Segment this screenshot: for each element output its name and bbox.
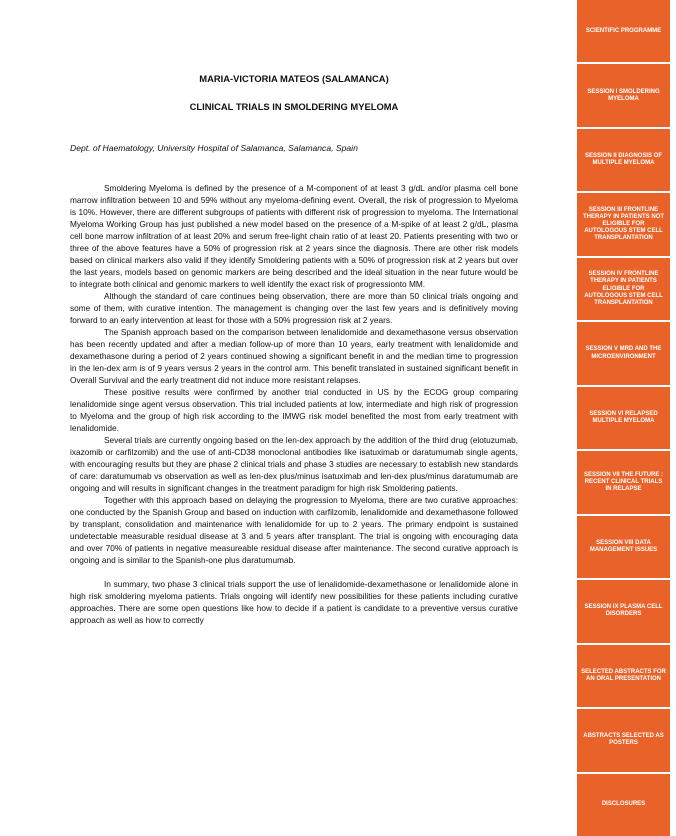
sidebar-item-session-4[interactable]: SESSION IV FRONTLINE THERAPY IN PATIENTS ELIGIBLE FOR AUTOLOGOUS STEM CELL TRANSPLANTATION xyxy=(577,258,670,320)
sidebar-item-session-9[interactable]: SESSION IX PLASMA CELL DISORDERS xyxy=(577,580,670,642)
session-sidebar xyxy=(577,0,670,836)
sidebar-item-session-7[interactable]: SESSION VII THE FUTURE : RECENT CLINICAL TRIALS IN RELAPSE xyxy=(577,451,670,513)
sidebar-item-session-6[interactable]: SESSION VI RELAPSED MULTIPLE MYELOMA xyxy=(577,387,670,449)
paragraph: The Spanish approach based on the comparison between lenalidomide and dexamethasone versus observation has been recently updated and after a median follow-up of more than 10 years, early treatment with lenalidomide and dexamethasone during a period of 2 years continued showing a significant benefit in and the median time to progression in the len-dex arm is of 9 years versus 2 years in the control arm. This benefit translated in sustained significant benefit in Overall Survival and the early treatment did not induce more resistant relapses. xyxy=(70,327,518,385)
sidebar-item-scientific-programme[interactable]: SCIENTIFIC PROGRAMME xyxy=(577,0,670,62)
paragraph: Smoldering Myeloma is defined by the presence of a M-component of at least 3 g/dL and/or plasma cell bone marrow infiltration between 10 and 59% without any myeloma-defining event. Overall, the risk of progression to Myeloma is 10%. However, there are different subgroups of patients with different risk of progression to myeloma. The International Myeloma Working Group has just published a new model based on the presence of a M-spike of at least 2 g/dL, plasma cell bone marrow infiltration of at least 20% and serum free-light chain ratio of at least 20. Patients presenting with two or three of the above features have a 50% of progression risk at 2 years since the diagnosis. There are other risk models based on clinical markers also valid if they identify Smoldering patients with a 50% of progression risk at 2 years but over the last years, models based on genomic markers are being described and the ideal situation in the near future would be to integrate both clinical and genomic markers to well identify the exact risk of progressionto MM. xyxy=(70,183,518,289)
sidebar-item-disclosures[interactable]: DISCLOSURES xyxy=(577,774,670,836)
paragraph: Although the standard of care continues being observation, there are more than 50 clinical trials ongoing and some of them, with curative intention. The management is changing over the last few years and is definitively moving forward to an early intervention at least for those with a 50% progression risk at 2 years. xyxy=(70,291,518,325)
sidebar-item-session-5[interactable]: SESSION V MRD AND THE MICROENVIRONMENT xyxy=(577,322,670,384)
sidebar-item-poster-abstracts[interactable]: ABSTRACTS SELECTED AS POSTERS xyxy=(577,709,670,771)
document-content xyxy=(70,0,518,836)
sidebar-item-session-2[interactable]: SESSION II DIAGNOSIS OF MULTIPLE MYELOMA xyxy=(577,129,670,191)
sidebar-item-oral-abstracts[interactable]: SELECTED ABSTRACTS FOR AN ORAL PRESENTATION xyxy=(577,645,670,707)
abstract-body xyxy=(70,182,518,626)
paragraph: In summary, two phase 3 clinical trials support the use of lenalidomide-dexamethasone or lenalidomide alone in high risk smoldering myeloma patients. Trials ongoing will identify new possibilities for these patients including curative approaches. There are some open questions like how to decide if a patient is candidate to a preventive versus curative approach as well as how to correctly xyxy=(70,579,518,625)
abstract-title: CLINICAL TRIALS IN SMOLDERING MYELOMA xyxy=(189,101,399,112)
paragraph: These positive results were confirmed by another trial conducted in US by the ECOG group comparing lenalidomide singe agent versus observation. This trial included patients at low, intermediate and high risk of progression to Myeloma and the group of high risk according to the IMWG risk model benefited the most from early treatment with lenalidomide. xyxy=(70,387,518,433)
paragraph: Several trials are currently ongoing based on the len-dex approach by the addition of the third drug (elotuzumab, ixazomib or carfilzomib) and the use of anti-CD38 monoclonal antibodies like isatuximab or daratumumab single agents, with encouraging results but they are phase 2 clinical trials and phase 3 studies are necessary to establish new standards of care: daratumumab vs observation as well as len-dex plus/minus isatuximab and len-dex plus/minus daratumumab are ongoing and will results in significant changes in the treatment paradigm for high risk Smoldering patients. xyxy=(70,435,518,493)
sidebar-item-session-1[interactable]: SESSION I SMOLDERING MYELOMA xyxy=(577,64,670,126)
sidebar-item-session-3[interactable]: SESSION III FRONTLINE THERAPY IN PATIENTS NOT ELIGIBLE FOR AUTOLOGOUS STEM CELL TRANSPLANTATION xyxy=(577,193,670,255)
author-heading: MARIA-VICTORIA MATEOS (SALAMANCA) xyxy=(199,73,389,84)
sidebar-item-session-8[interactable]: SESSION VIII DATA MANAGEMENT ISSUES xyxy=(577,516,670,578)
affiliation: Dept. of Haematology, University Hospital of Salamanca, Salamanca, Spain xyxy=(70,143,358,153)
paragraph: Together with this approach based on delaying the progression to Myeloma, there are two curative approaches: one conducted by the Spanish Group and based on induction with carfilzomib, lenalidomide and dexamethasone followed by transplant, consolidation and maintenance with lenalidomide for up to 2 years. The primary endpoint is sustained undetectable measurable residual disease at 3 and 5 years after transplant. The trial is ongoing with encouraging data and over 70% of patients in negative measureable residual disease after maintenance. The second curative approach is ongoing and is similar to the Spanish-one plus daratumumab. xyxy=(70,495,518,565)
